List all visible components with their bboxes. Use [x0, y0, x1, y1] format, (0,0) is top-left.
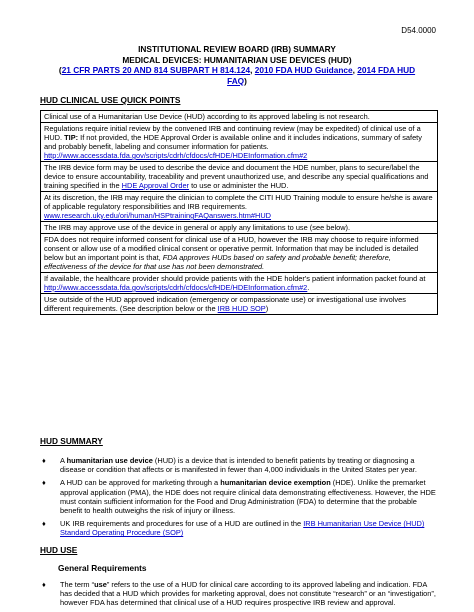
table-cell	[41, 162, 438, 192]
diamond-bullet-icon: ♦	[42, 519, 46, 529]
cell-text: .	[307, 283, 310, 292]
table-cell: The IRB may approve use of the device in general or apply any limitations to use (see below).	[41, 222, 438, 234]
cell-text: At its discretion, the IRB may require the clinician to complete the CITI HUD Training module to ensure he/she is aware of applicable regulatory responsibilities and IRB requirements.	[44, 193, 433, 211]
title-line-2: MEDICAL DEVICES: HUMANITARIAN USE DEVICES (HUD)	[122, 54, 352, 65]
references-line-2	[40, 76, 434, 87]
table-cell	[41, 294, 438, 315]
table-cell	[41, 234, 438, 273]
table-row	[41, 192, 438, 222]
fda-guidance-link[interactable]: 2010 FDA HUD Guidance	[254, 65, 353, 75]
hud-use-heading: HUD USE	[40, 545, 78, 555]
hde-approval-order-link[interactable]: HDE Approval Order	[121, 181, 190, 190]
fda-faq-link[interactable]: 2014 FDA HUD	[357, 65, 416, 75]
references-line	[40, 65, 434, 76]
table-cell	[41, 123, 438, 162]
title-line-1: INSTITUTIONAL REVIEW BOARD (IRB) SUMMARY	[138, 44, 336, 54]
table-cell	[41, 192, 438, 222]
table-row	[41, 111, 438, 123]
list-item-text: The term “use” refers to the use of a HUD for clinical care according to its approved labeling and indication. FDA has decided that a HUD which provides for marketing approval, does not constitute “research” or an “investigation”, however FDA has determined that clinical use of a HUD requires prospective IRB review and approval.	[60, 580, 436, 608]
cell-text: If not provided, the HDE Approval Order is available online and it includes indications, summary of safety and probably benefit, labeling and consumer information for patients.	[44, 133, 422, 151]
ref-open-paren: (	[58, 65, 62, 75]
table-row	[41, 273, 438, 294]
table-row	[41, 123, 438, 162]
table-row	[41, 162, 438, 192]
quick-points-table	[40, 110, 438, 315]
cell-text: Regulations require initial review by the convened IRB and continuing review (may be expedited) of clinical use of a HUD.	[44, 124, 421, 142]
cell-text: If available, the healthcare provider should provide patients with the HDE holder's patient information packet found at	[44, 274, 426, 283]
document-title-block	[40, 44, 434, 86]
cfr-link[interactable]: 21 CFR PARTS 20 AND 814 SUBPART H 814.124	[61, 65, 251, 75]
diamond-bullet-icon: ♦	[42, 478, 46, 488]
diamond-bullet-icon: ♦	[42, 456, 46, 465]
list-item	[40, 478, 440, 515]
list-item-text: A humanitarian use device (HUD) is a device that is intended to benefit patients by treating or diagnosing a disease or condition that affects or is manifested in fewer than 4,000 individuals in the United States per year.	[60, 456, 417, 475]
table-row	[41, 294, 438, 315]
cell-text: Use outside of the HUD approved indication (emergency or compassionate use) or investigational use involves different requirements. (See description below or the	[44, 295, 406, 313]
cell-text: to use or administer the HUD.	[189, 181, 289, 190]
list-item-text: A HUD can be approved for marketing through a humanitarian device exemption (HDE). Unlike the premarket approval application (PMA), the HDE does not require clinical data demonstrating effectiveness. However, the HDE must contain sufficient information for the Food and Drug Administration (FDA) to determine that the probable benefit to health outweighs the risk of injury or illness.	[60, 478, 436, 516]
irb-hud-sop-link[interactable]: IRB HUD SOP	[217, 304, 266, 313]
tip-label: TIP:	[64, 133, 79, 142]
ref-close-paren: )	[244, 75, 247, 86]
ref-separator: ,	[250, 65, 255, 75]
document-id: D54.0000	[401, 26, 436, 35]
list-item	[40, 580, 440, 608]
list-item	[40, 456, 440, 474]
cell-text: )	[265, 304, 269, 313]
fda-faq-link-cont[interactable]: FAQ	[227, 75, 245, 86]
summary-bullet-list	[40, 456, 440, 542]
table-row	[41, 234, 438, 273]
irb-hud-sop-full-link[interactable]: IRB Humanitarian Use Device (HUD) Standard Operating Procedure (SOP)	[60, 519, 425, 538]
diamond-bullet-icon: ♦	[42, 580, 46, 589]
hde-information-link[interactable]: http://www.accessdata.fda.gov/scripts/cdrh/cfdocs/cfHDE/HDEInformation.cfm#2	[44, 151, 308, 160]
ref-separator: ,	[352, 65, 358, 75]
list-item	[40, 519, 440, 537]
hud-use-bullet-list	[40, 580, 440, 612]
general-requirements-subheading: General Requirements	[58, 563, 147, 573]
hud-summary-heading: HUD SUMMARY	[40, 436, 103, 446]
cell-text: The IRB device form may be used to describe the device and document the HDE number, plans to secure/label the device to ensure accountability, traceability and prevent unauthorized use, and describe any special qualifications and training specified in the	[44, 163, 429, 190]
quick-points-heading: HUD CLINICAL USE QUICK POINTS	[40, 95, 181, 105]
list-item-text: UK IRB requirements and procedures for use of a HUD are outlined in the IRB Humanitarian Use Device (HUD) Standard Operating Procedure (SOP)	[60, 519, 425, 538]
table-cell	[41, 273, 438, 294]
table-row	[41, 222, 438, 234]
cell-text: FDA does not require informed consent for clinical use of a HUD, however the IRB may choose to require informed consent or allow use of a modified clinical consent or operative permit. Information that may be included is detailed below but an important point is that,	[44, 235, 419, 262]
citi-training-link[interactable]: www.research.uky.edu/ori/human/HSPtrainingFAQanswers.htm#HUD	[44, 211, 272, 220]
cell-italic-text: FDA approves HUDs based on safety and probable benefit; therefore, effectiveness of the device for that use has not been demonstrated.	[44, 253, 391, 271]
table-cell: Clinical use of a Humanitarian Use Device (HUD) according to its approved labeling is not research.	[41, 111, 438, 123]
patient-info-packet-link[interactable]: http://www.accessdata.fda.gov/scripts/cdrh/cfdocs/cfHDE/HDEInformation.cfm#2	[44, 283, 308, 292]
